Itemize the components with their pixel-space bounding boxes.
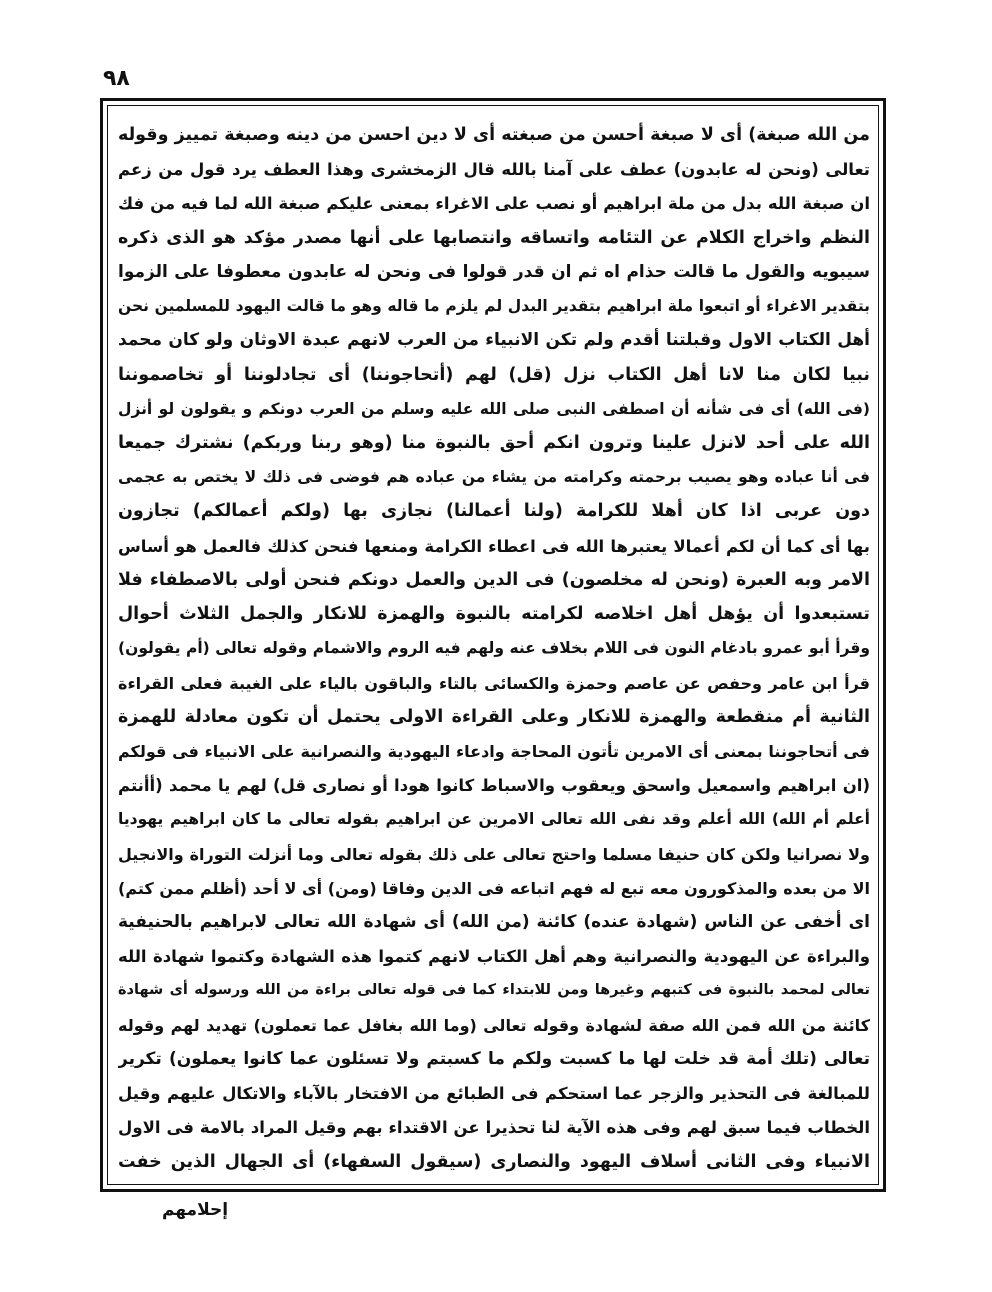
text-line: تعالى لمحمد بالنبوة فى كتبهم وغيرها ومن للابتداء كما فى قوله تعالى براءة من الله ورسوله أى شهادة <box>118 982 870 999</box>
main-text-block <box>118 120 870 1178</box>
text-line: تستبعدوا أن يؤهل أهل اخلاصه لكرامته بالنبوة والهمزة للانكار والجمل الثلاث أحوال <box>118 604 870 625</box>
text-line: الثانية أم منقطعة والهمزة للانكار وعلى القراءة الاولى يحتمل أن تكون معادلة للهمزة <box>118 706 870 727</box>
text-line: فى أنا عباده وهو يصيب برحمته وكرامته من يشاء من عباده هم فوضى فى ذلك لا يختص به عجمى <box>118 468 870 487</box>
text-line: بها أى كما أن لكم أعمالا يعتبرها الله فى اعطاء الكرامة ومنعها فنحن كذلك فالعمل هو أساس <box>118 536 870 556</box>
text-line: أهل الكتاب الاول وقبلتنا أقدم ولم تكن الانبياء من العرب لانهم عبدة الاوثان ولو كان محمد <box>118 330 870 351</box>
text-line: النظم واخراج الكلام عن التئامه واتساقه وانتصابها على أنها مصدر مؤكد هو الذى ذكره <box>118 227 870 248</box>
catchword: إحلامهم <box>162 1200 229 1220</box>
text-line: الامر وبه العبرة (ونحن له مخلصون) فى الدين والعمل دونكم فنحن أولى بالاصطفاء فلا <box>118 569 870 590</box>
text-line: فى أتحاجوننا بمعنى أى الامرين تأتون المحاجة وادعاء اليهودية والنصرانية على الانبياء فى قولكم <box>118 741 870 761</box>
text-line: (ان ابراهيم واسمعيل واسحق ويعقوب والاسباط كانوا هودا أو نصارى قل) لهم يا محمد (أأنتم <box>118 776 870 796</box>
text-line: (فى الله) أى فى شأنه أن اصطفى النبى صلى الله عليه وسلم من العرب دونكم و يقولون لو أنزل <box>118 399 870 418</box>
text-line: الخطاب فيما سبق لهم وفى هذه الآية لنا تحذيرا عن الاقتداء بهم وقيل المراد بالامة فى الاول <box>118 1118 870 1138</box>
text-line: وقرأ أبو عمرو بادغام النون فى اللام بخلاف عنه ولهم فيه الروم والاشمام وقوله تعالى (أم يقولون) <box>118 639 870 658</box>
text-line: أعلم أم الله) الله أعلم وقد نفى الله تعالى الامرين عن ابراهيم بقوله تعالى ما كان ابراهيم يهوديا <box>118 810 870 829</box>
text-line: تعالى (تلك أمة قد خلت لها ما كسبت ولكم ما كسبتم ولا تسئلون عما كانوا يعملون) تكرير <box>118 1048 870 1069</box>
text-line: من الله صبغة) أى لا صبغة أحسن من صبغته أى لا دين احسن من دينه وصبغة تمييز وقوله <box>118 125 870 145</box>
text-line: بتقدير الاغراء أو اتبعوا ملة ابراهيم بتقدير البدل لم يلزم ما قاله وهو ما قالت اليهود للمسلمين نحن <box>118 297 870 316</box>
text-line: الا من بعده والمذكورون معه تبع له فهم اتباعه فى الدين وفاقا (ومن) أى لا أحد (أظلم ممن كتم) <box>118 878 870 898</box>
text-line: والبراءة عن اليهودية والنصرانية وهم أهل الكتاب لانهم كتموا هذه الشهادة وكتموا شهادة الله <box>118 947 870 967</box>
text-line: الله على أحد لانزل علينا وترون انكم أحق بالنبوة منا (وهو ربنا وربكم) نشترك جميعا <box>118 432 870 453</box>
text-line: كائنة من الله فمن الله صفة لشهادة وقوله تعالى (وما الله بغافل عما تعملون) تهديد لهم وقوله <box>118 1015 870 1035</box>
text-line: الانبياء وفى الثانى أسلاف اليهود والنصارى (سيقول السفهاء) أى الجهال الذين خفت <box>118 1151 870 1172</box>
text-line: ان صبغة الله بدل من ملة ابراهيم أو نصب على الاغراء بمعنى عليكم صبغة الله لما فيه من فك <box>118 194 870 214</box>
text-line: قرأ ابن عامر وحفص عن عاصم وحمزة والكسائى بالتاء والباقون بالياء على الغيبة فعلى القراءة <box>118 673 870 693</box>
text-line: نبيا لكان منا لانا أهل الكتاب نزل (قل) لهم (أتحاجوننا) أى تجادلوننا أو تخاصموننا <box>118 364 870 385</box>
text-line: ولا نصرانيا ولكن كان حنيفا مسلما واحتج تعالى على ذلك بقوله تعالى وما أنزلت التوراة والانجيل <box>118 844 870 864</box>
text-line: تعالى (ونحن له عابدون) عطف على آمنا بالله قال الزمخشرى وهذا العطف يرد قول من زعم <box>118 160 870 180</box>
text-line: للمبالغة فى التحذير والزجر عما استحكم فى الطبائع من الافتخار بالآباء والاتكال عليهم وقيل <box>118 1084 870 1104</box>
page-number: ٩٨ <box>103 66 130 91</box>
text-line: سيبويه والقول ما قالت حذام اه ثم ان قدر قولوا فى ونحن له عابدون معطوفا على الزموا <box>118 261 870 282</box>
text-line: دون عربى اذا كان أهلا للكرامة (ولنا أعمالنا) نجازى بها (ولكم أعمالكم) تجازون <box>118 501 870 522</box>
text-line: اى أخفى عن الناس (شهادة عنده) كائنة (من الله) أى شهادة الله تعالى لابراهيم بالحنيفية <box>118 912 870 933</box>
